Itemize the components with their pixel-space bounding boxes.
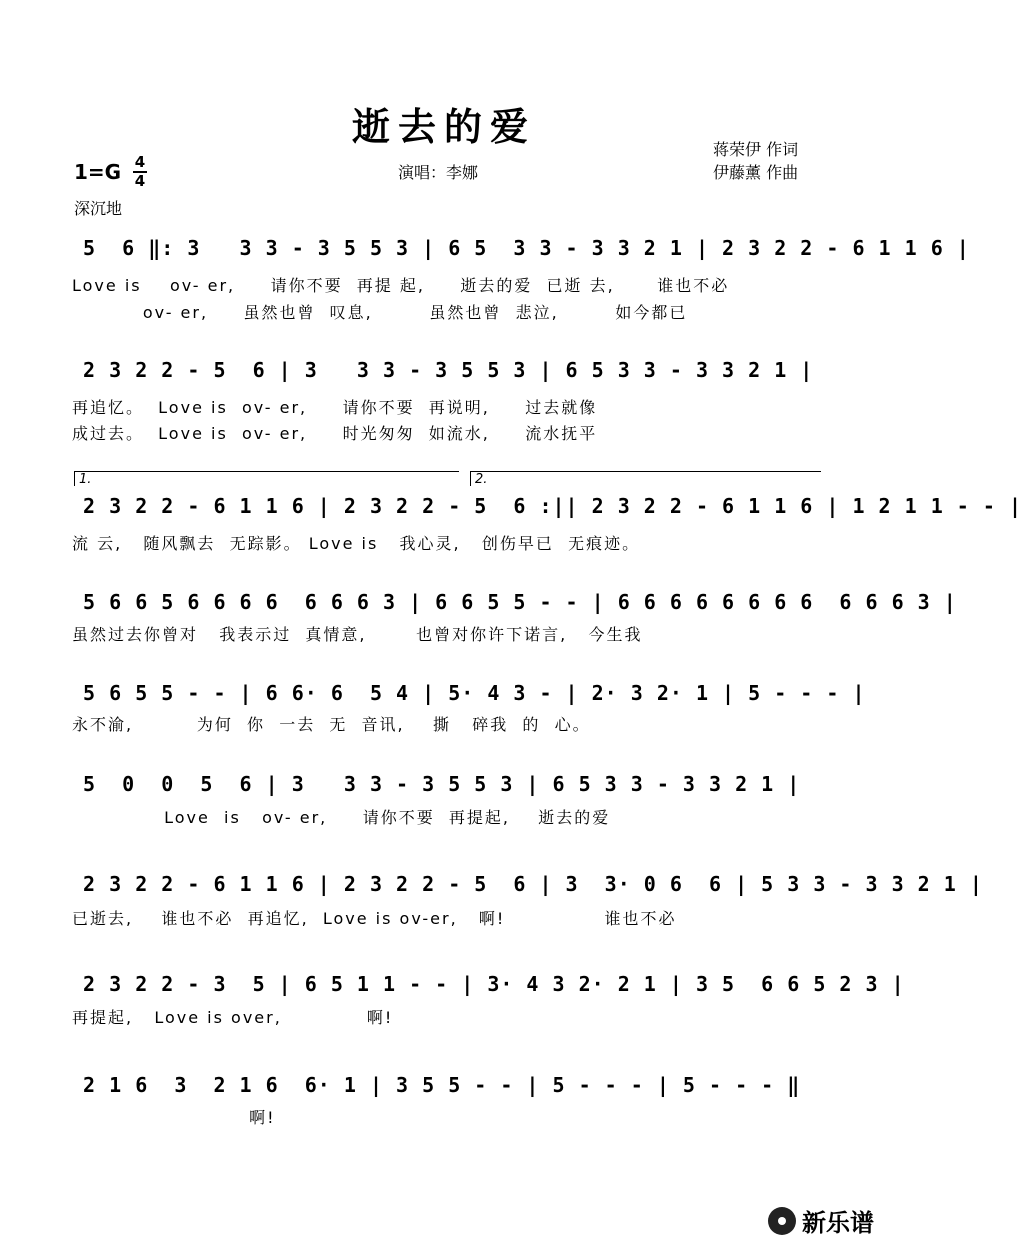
lyrics-row-1-verse-1: Love is ov- er, 请你不要 再提 起, 逝去的爱 已逝 去, 谁也不必 <box>72 276 730 295</box>
notation-row-4: 5 6 6 5 6 6 6 6 6 6 6 3 | 6 6 5 5 - - | 6 6 6 6 6 6 6 6 6 6 6 3 | <box>70 590 957 614</box>
notation-row-9: 2 1 6 3 2 1 6 6· 1 | 3 5 5 - - | 5 - - - | 5 - - - ‖ <box>70 1073 801 1097</box>
lyrics-row-5: 永不渝, 为何 你 一去 无 音讯, 撕 碎我 的 心。 <box>72 715 591 734</box>
volta-second-ending: 2. <box>470 471 821 486</box>
notation-row-5: 5 6 5 5 - - | 6 6· 6 5 4 | 5· 4 3 - | 2· 3 2· 1 | 5 - - - | <box>70 681 866 705</box>
lyrics-row-4: 虽然过去你曾对 我表示过 真情意, 也曾对你许下诺言, 今生我 <box>72 625 643 644</box>
lyrics-row-3: 流 云, 随风飘去 无踪影。 Love is 我心灵, 创伤早已 无痕迹。 <box>72 534 641 553</box>
lyricist-credit: 蒋荣伊 作词 <box>713 140 799 159</box>
record-disc-icon <box>768 1207 796 1235</box>
site-logo <box>768 1203 874 1238</box>
notation-row-8: 2 3 2 2 - 3 5 | 6 5 1 1 - - | 3· 4 3 2· 2 1 | 3 5 6 6 5 2 3 | <box>70 972 905 996</box>
key-signature: 1=G <box>74 160 122 184</box>
notation-row-6: 5 0 0 5 6 | 3 3 3 - 3 5 5 3 | 6 5 3 3 - 3 3 2 1 | <box>70 772 801 796</box>
meter-bottom: 4 <box>134 172 146 190</box>
notation-row-7: 2 3 2 2 - 6 1 1 6 | 2 3 2 2 - 5 6 | 3 3· 0 6 6 | 5 3 3 - 3 3 2 1 | <box>70 872 983 896</box>
lyrics-row-7: 已逝去, 谁也不必 再追忆, Love is ov-er, 啊! 谁也不必 <box>72 909 677 928</box>
lyrics-row-8: 再提起, Love is over, 啊! <box>72 1008 394 1027</box>
composer-credit: 伊藤薰 作曲 <box>713 163 799 182</box>
notation-row-3: 2 3 2 2 - 6 1 1 6 | 2 3 2 2 - 5 6 :|| 2 3 2 2 - 6 1 1 6 | 1 2 1 1 - - | <box>70 494 1022 518</box>
lyrics-row-2-verse-2: 成过去。 Love is ov- er, 时光匆匆 如流水, 流水抚平 <box>72 424 598 443</box>
time-signature <box>133 155 147 189</box>
notation-row-1: 5 6 ‖: 3 3 3 - 3 5 5 3 | 6 5 3 3 - 3 3 2 1 | 2 3 2 2 - 6 1 1 6 | <box>70 236 970 260</box>
lyrics-row-9: 啊! <box>72 1108 276 1127</box>
lyrics-row-6: Love is ov- er, 请你不要 再提起, 逝去的爱 <box>72 808 611 827</box>
notation-row-2: 2 3 2 2 - 5 6 | 3 3 3 - 3 5 5 3 | 6 5 3 3 - 3 3 2 1 | <box>70 358 814 382</box>
tempo-marking: 深沉地 <box>74 199 123 218</box>
lyrics-row-2-verse-1: 再追忆。 Love is ov- er, 请你不要 再说明, 过去就像 <box>72 398 598 417</box>
lyrics-row-1-verse-2: ov- er, 虽然也曾 叹息, 虽然也曾 悲泣, 如今都已 <box>72 303 688 322</box>
singer-credit: 演唱：李娜 <box>398 163 479 182</box>
volta-first-ending: 1. <box>74 471 459 486</box>
page-title: 逝去的爱 <box>351 104 536 149</box>
meter-top: 4 <box>134 153 146 171</box>
logo-text: 新乐谱 <box>802 1209 874 1237</box>
